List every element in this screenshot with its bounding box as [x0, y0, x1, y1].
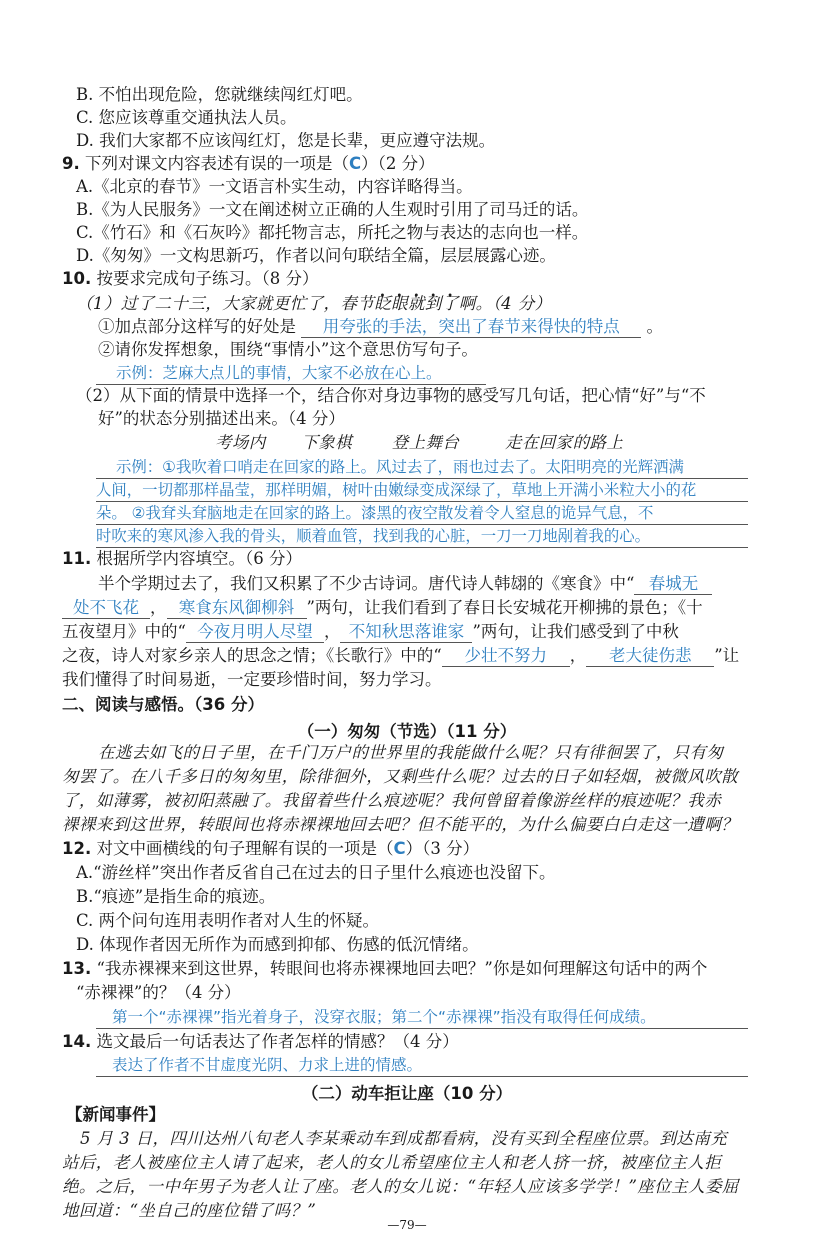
q13-answer-box: [96, 1006, 748, 1029]
q10-s2-answer-line4: 时吹来的寒风渗入我的骨头，顺着血管，找到我的心脏，一刀一刀地剐着我的心。: [96, 525, 748, 548]
q11-blank1-part2: 处不飞花: [62, 598, 150, 619]
q9-number: 9.: [62, 154, 80, 173]
q12-option-c: C. 两个问句连用表明作者对人生的怀疑。: [76, 911, 380, 930]
section2-title: 二、阅读与感悟。（36 分）: [62, 695, 264, 714]
scene-2: 下象棋: [301, 433, 353, 452]
q10-s2-answer-line2: 人间，一切都那样晶莹，那样明媚，树叶由嫩绿变成深绿了，草地上开满小米粒大小的花: [96, 479, 748, 502]
q11-p2-text: ”两句，让我们看到了春日长安城花开柳拂的景色；《十: [306, 598, 703, 617]
q10-s1a: [98, 316, 663, 338]
scene-4: 走在回家的路上: [504, 433, 624, 452]
passage2-title: （二）动车拒让座（10 分）: [301, 1084, 513, 1103]
q10-number: 10.: [62, 269, 92, 288]
q14-answer-box: [96, 1054, 748, 1077]
q13-stem-line2: “赤裸裸”的？（4 分）: [76, 983, 241, 1002]
q11-blank2: 寒食东风御柳斜: [167, 598, 307, 619]
q10-s2-line2: 好”的状态分别描述出来。（4 分）: [98, 409, 345, 428]
q14-number: 14.: [62, 1032, 92, 1051]
q8-option-b: B. 不怕出现危险，您就继续闯红灯吧。: [76, 85, 363, 104]
news-line3: 绝。之后，一中年男子为老人让了座。老人的女儿说：“年轻人应该多学学！”座位主人委屈: [62, 1177, 739, 1196]
q13-answer: 第一个“赤裸裸”指光着身子，没穿衣服；第二个“赤裸裸”指没有取得任何成绩。: [96, 1006, 748, 1029]
q9-option-a: A.《北京的春节》一文语言朴实生动，内容详略得当。: [76, 177, 473, 196]
q9-answer: C: [349, 154, 362, 173]
q11-blank6: 老大徒伤悲: [586, 646, 714, 667]
q10-s1-post: 啊。（4 分）: [458, 294, 552, 313]
q11-p4-end: ”让: [714, 646, 740, 665]
q10-s1a-answer: 用夸张的手法，突出了春节来得快的特点: [301, 317, 641, 338]
passage1-title: （一）匆匆（节选）（11 分）: [297, 722, 517, 741]
q12-option-b: B.“痕迹”是指生命的痕迹。: [76, 887, 276, 906]
q11-stem-text: 根据所学内容填空。（6 分）: [96, 549, 302, 568]
q10-stem: [62, 268, 318, 290]
emphasis-char: 了: [441, 294, 459, 313]
news-line2: 站后，老人被座位主人请了起来，老人的女儿希望座位主人和老人挤一挤，被座位主人拒: [62, 1153, 722, 1172]
q12-answer: C: [393, 839, 406, 858]
q14-stem-text: 选文最后一句话表达了作者怎样的情感？（4 分）: [96, 1032, 459, 1051]
q10-s1-dotted: [374, 294, 459, 313]
q13-stem-text: “我赤裸裸来到这世界，转眼间也将赤裸裸地回去吧？”你是如何理解这句话中的两个: [96, 959, 708, 978]
news-line1: 5 月 3 日，四川达州八旬老人李某乘动车到成都看病，没有买到全程座位票。到达南充: [80, 1129, 728, 1148]
q11-blank5: 少壮不努力: [442, 646, 570, 667]
q10-s1a-end: 。: [646, 317, 663, 336]
q11-para-line3: [62, 621, 679, 643]
q10-s2-answer-box: [96, 456, 748, 548]
q10-s2-answer-line1: 示例：①我吹着口哨走在回家的路上。风过去了，雨也过去了。太阳明亮的光辉洒满: [96, 456, 748, 479]
q13-stem-line1: [62, 958, 707, 980]
q9-option-c: C.《竹石》和《石灰吟》都托物言志，所托之物与表达的志向也一样。: [76, 223, 589, 242]
q12-score: ）（3 分）: [405, 839, 480, 858]
q11-p1-text: 半个学期过去了，我们又积累了不少古诗词。唐代诗人韩翃的《寒食》中“: [98, 574, 635, 593]
q11-blank3: 今夜月明人尽望: [186, 622, 324, 643]
q10-s2-answer-line3: 朵。 ②我耷头耷脑地走在回家的路上。漆黑的夜空散发着令人窒息的诡异气息，不: [96, 502, 748, 525]
q11-blank4: 不知秋思落谁家: [340, 622, 472, 643]
page-number: —79—: [387, 1218, 427, 1232]
q11-para-line1: [98, 573, 712, 595]
q10-s1b-answer: 示例：芝麻大点儿的事情，大家不必放在心上。: [96, 362, 486, 385]
q11-comma-1: ，: [150, 598, 167, 617]
q9-option-d: D.《匆匆》一文构思新巧，作者以问句联结全篇，层层展露心迹。: [76, 246, 556, 265]
q14-answer: 表达了作者不甘虚度光阴、力求上进的情感。: [96, 1054, 748, 1077]
q9-option-b: B.《为人民服务》一文在阐述树立正确的人生观时引用了司马迁的话。: [76, 200, 589, 219]
q12-stem-text: 对文中画横线的句子理解有误的一项是（: [96, 839, 394, 858]
q10-s1a-label: ①加点部分这样写的好处是: [98, 317, 296, 336]
q11-stem: [62, 548, 302, 570]
q11-blank1-part1: 春城无: [634, 574, 712, 595]
q11-p4-text: 之夜，诗人对家乡亲人的思念之情；《长歌行》中的“: [62, 646, 442, 665]
q11-para-line5: 我们懂得了时间易逝，一定要珍惜时间，努力学习。: [62, 670, 442, 689]
q11-p3-text: 五夜望月》中的“: [62, 622, 186, 641]
news-event-label: 【新闻事件】: [66, 1105, 165, 1124]
emphasis-char: 就: [408, 294, 425, 313]
q10-sentence1: [76, 293, 552, 315]
q11-p3-mid: ”两句，让我们感受到了中秋: [472, 622, 679, 641]
q8-option-c: C. 您应该尊重交通执法人员。: [76, 108, 297, 127]
q10-scenes: [215, 432, 623, 454]
q11-number: 11.: [62, 549, 92, 568]
q8-option-d: D. 我们大家都不应该闯红灯，您是长辈，更应遵守法规。: [76, 131, 496, 150]
passage1-line4: 裸裸来到这世界，转眼间也将赤裸裸地回去吧？但不能平的，为什么偏要白白走这一遭啊？: [62, 815, 738, 834]
q14-stem: [62, 1031, 459, 1053]
news-line4: 地回道：“坐自己的座位错了吗？”: [62, 1201, 317, 1220]
q11-comma-3: ，: [569, 646, 587, 665]
q10-s1b-answer-box: [96, 362, 486, 385]
q10-s2-line1: （2）从下面的情景中选择一个，结合你对身边事物的感受写几句话，把心情“好”与“不: [76, 386, 706, 405]
q10-stem-text: 按要求完成句子练习。（8 分）: [96, 269, 319, 288]
q12-number: 12.: [62, 839, 92, 858]
q12-option-a: A.“游丝样”突出作者反省自己在过去的日子里什么痕迹也没留下。: [76, 863, 556, 882]
q11-para-line2: [62, 597, 703, 619]
passage1-line2: 匆罢了。在八千多日的匆匆里，除徘徊外，又剩些什么呢？过去的日子如轻烟，被微风吹散: [62, 767, 738, 786]
passage1-line1: 在逃去如飞的日子里，在千门万户的世界里的我能做什么呢？只有徘徊罢了，只有匆: [98, 743, 724, 762]
q12-option-d: D. 体现作者因无所作为而感到抑郁、伤感的低沉情绪。: [76, 935, 479, 954]
q11-comma-2: ，: [323, 622, 341, 641]
emphasis-char: 眨: [374, 294, 392, 313]
passage1-line3: 了，如薄雾，被初阳蒸融了。我留着些什么痕迹呢？我何曾留着像游丝样的痕迹呢？我赤: [62, 791, 722, 810]
q9-stem: [62, 153, 435, 175]
q11-para-line4: [62, 645, 739, 667]
emphasis-char: 到: [424, 294, 442, 313]
q9-score: ）（2 分）: [361, 154, 435, 173]
q13-number: 13.: [62, 959, 92, 978]
q12-stem: [62, 838, 479, 860]
emphasis-char: 眼: [391, 294, 409, 313]
q10-s1b-label: ②请你发挥想象，围绕“事情小”这个意思仿写句子。: [98, 340, 478, 359]
q9-stem-text: 下列对课文内容表述有误的一项是（: [85, 154, 349, 173]
scene-1: 考场内: [215, 433, 266, 452]
scene-3: 登上舞台: [391, 433, 460, 452]
q10-s1-pre: （1）过了二十三，大家就更忙了，春节: [76, 294, 375, 313]
